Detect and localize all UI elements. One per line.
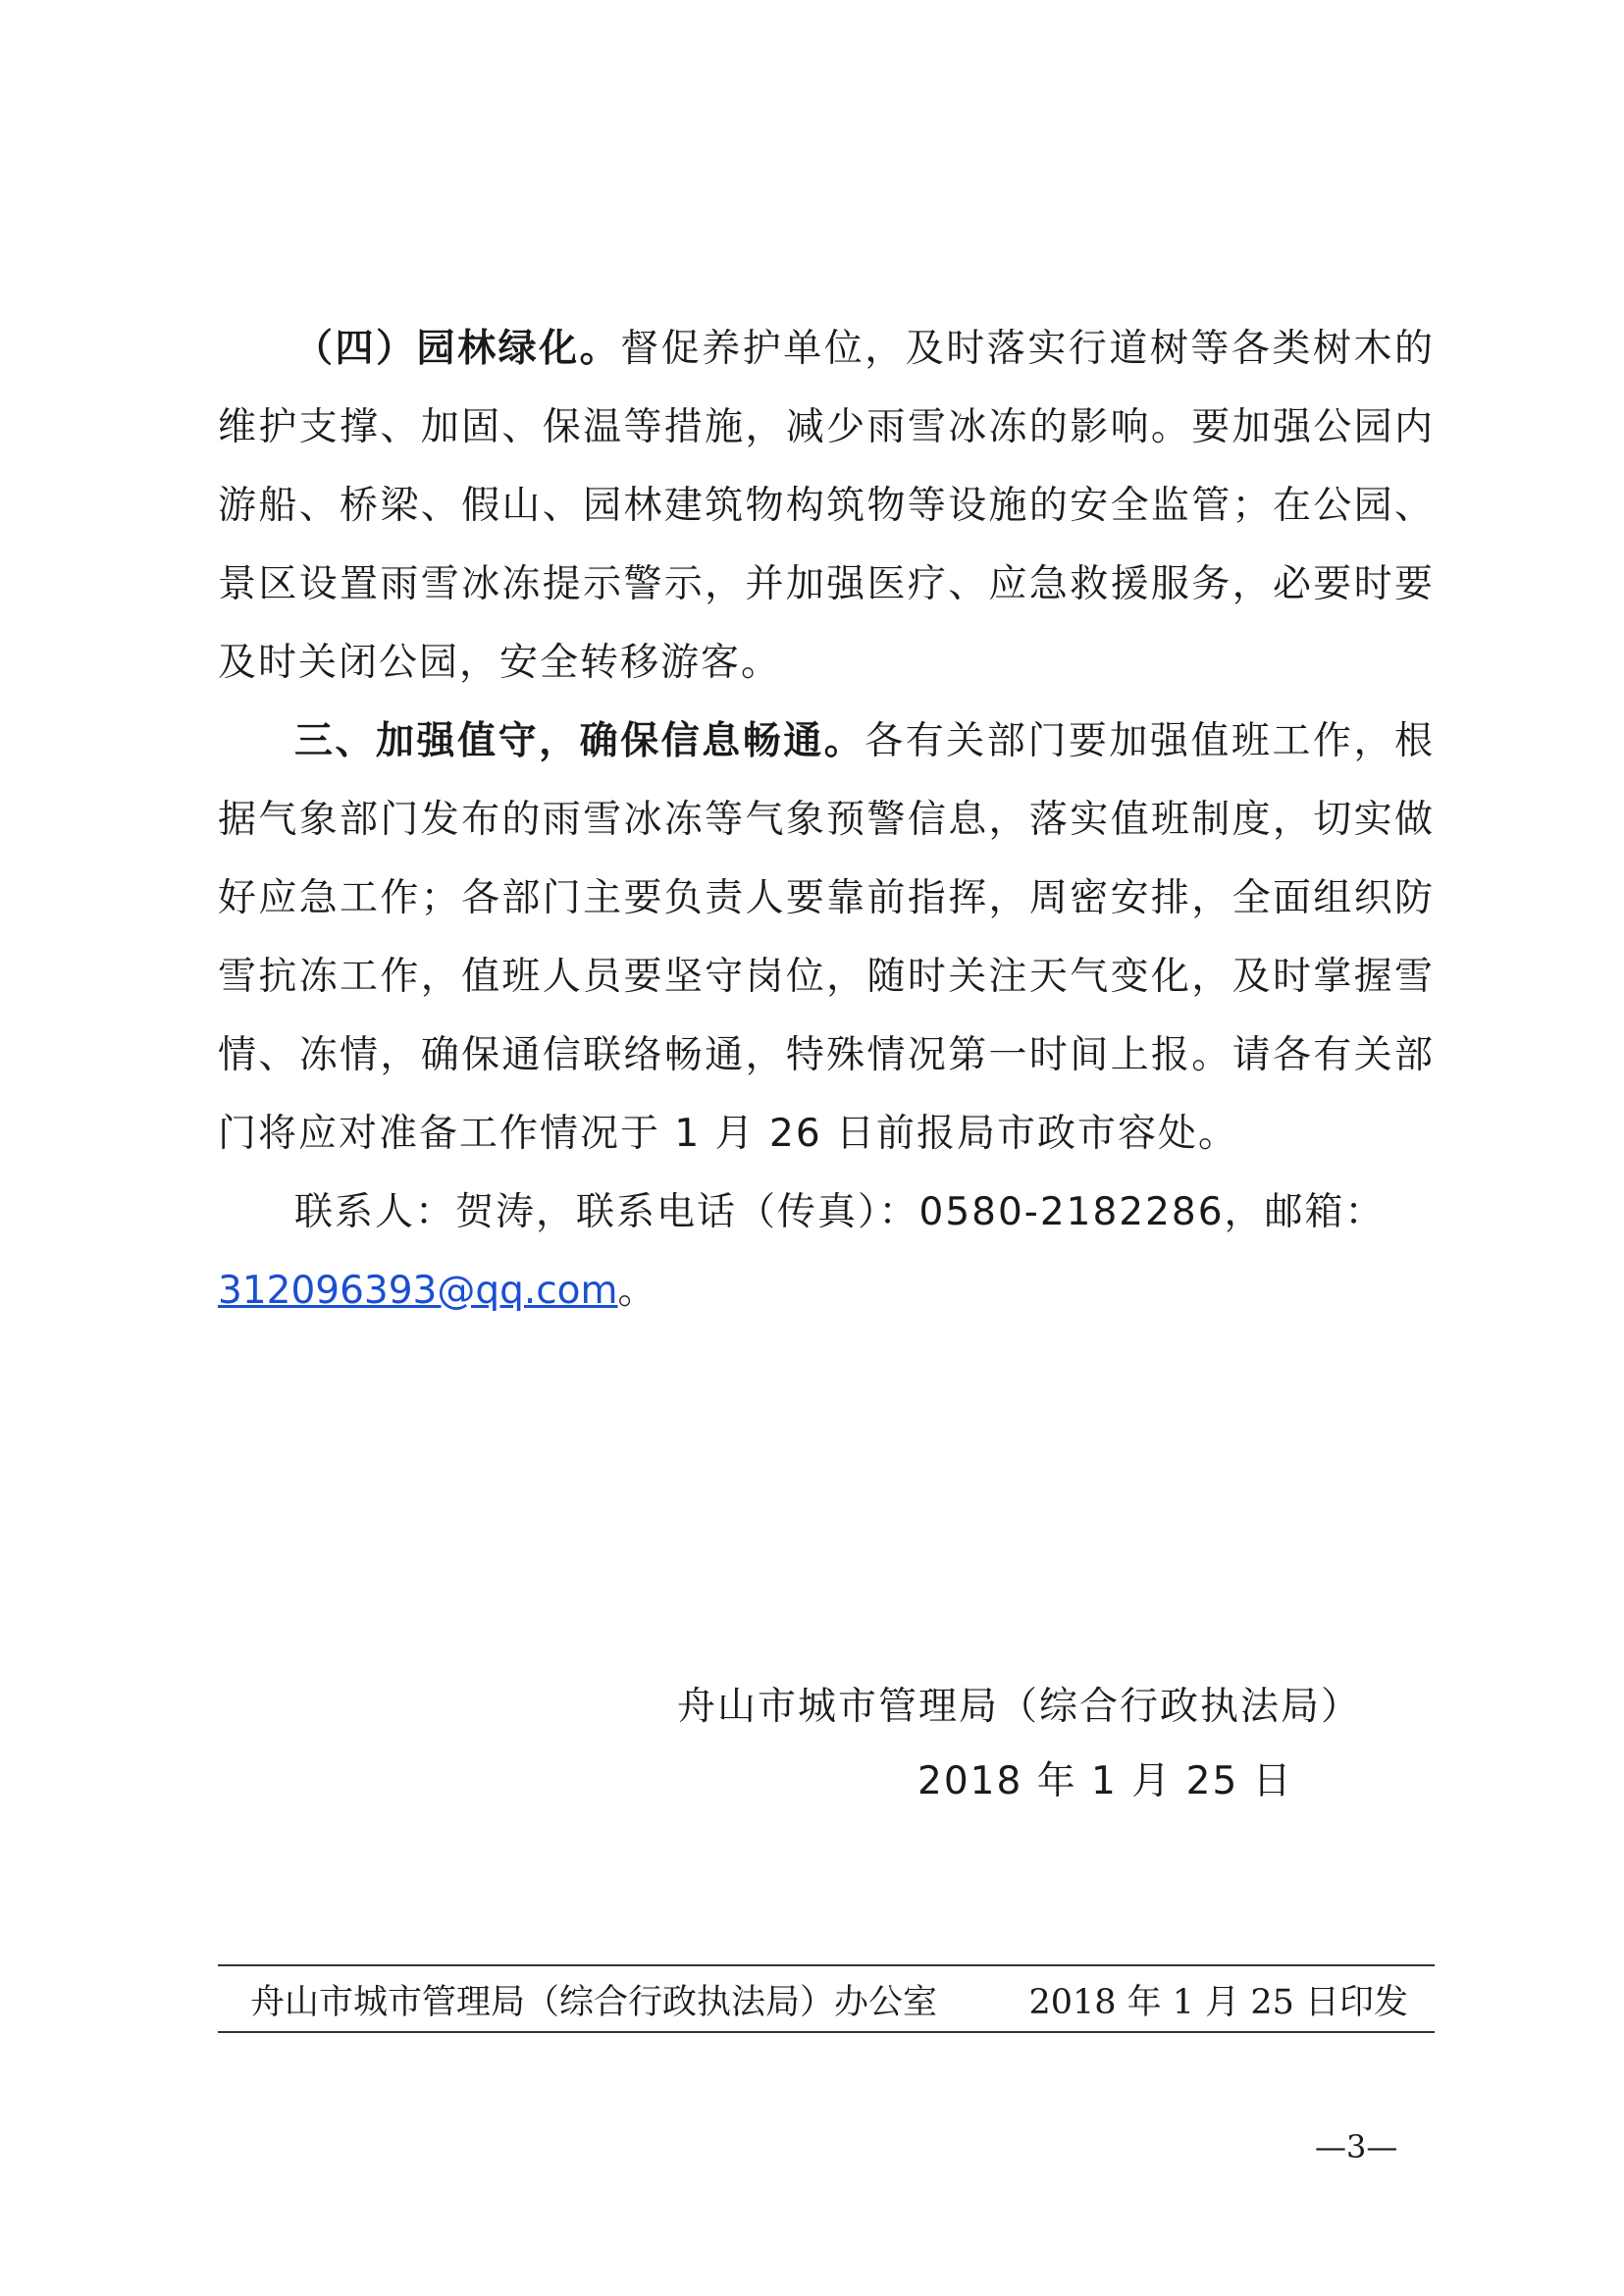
signature-date: 2018 年 1 月 25 日 (917, 1759, 1293, 1803)
issuance-footer (250, 1978, 1408, 2027)
footer-issuer: 舟山市城市管理局（综合行政执法局）办公室 (250, 1983, 938, 2022)
page-number: —3— (1315, 2128, 1398, 2166)
contact-text: 联系人：贺涛，联系电话（传真）：0580-2182286，邮箱： (294, 1190, 1386, 1234)
footer-divider-bottom (218, 2031, 1435, 2033)
contact-end: 。 (617, 1269, 658, 1313)
footer-divider-top (218, 1964, 1435, 1966)
paragraph-text: 各有关部门要加强值班工作，根据气象部门发布的雨雪冰冻等气象预警信息，落实值班制度，切实做好应急工作；各部门主要负责人要靠前指挥，周密安排，全面组织防雪抗冻工作，值班人员要坚守岗位，随时关注天气变化，及时掌握雪情、冻情，确保通信联络畅通，特殊情况第一时间上报。请各有关部门将应对准备工作情况于 1 月 26 日前报局市政市容处。 (218, 719, 1435, 1156)
email-link[interactable]: 312096393@qq.com (218, 1269, 618, 1313)
paragraph-text: 督促养护单位，及时落实行道树等各类树木的维护支撑、加固、保温等措施，减少雨雪冰冻的影响。要加强公园内游船、桥梁、假山、园林建筑物构筑物等设施的安全监管；在公园、景区设置雨雪冰冻提示警示，并加强医疗、应急救援服务，必要时要及时关闭公园，安全转移游客。 (218, 327, 1435, 685)
contact-paragraph (218, 1174, 1435, 1331)
paragraph-heading: （四）园林绿化。 (294, 327, 621, 371)
footer-issue-date: 2018 年 1 月 25 日印发 (1028, 1983, 1408, 2022)
signature-organization: 舟山市城市管理局（综合行政执法局） (677, 1685, 1362, 1729)
paragraph-heading: 三、加强值守，确保信息畅通。 (294, 719, 865, 763)
paragraph-landscaping (218, 310, 1435, 703)
document-body (218, 310, 1435, 1331)
paragraph-duty (218, 703, 1435, 1174)
